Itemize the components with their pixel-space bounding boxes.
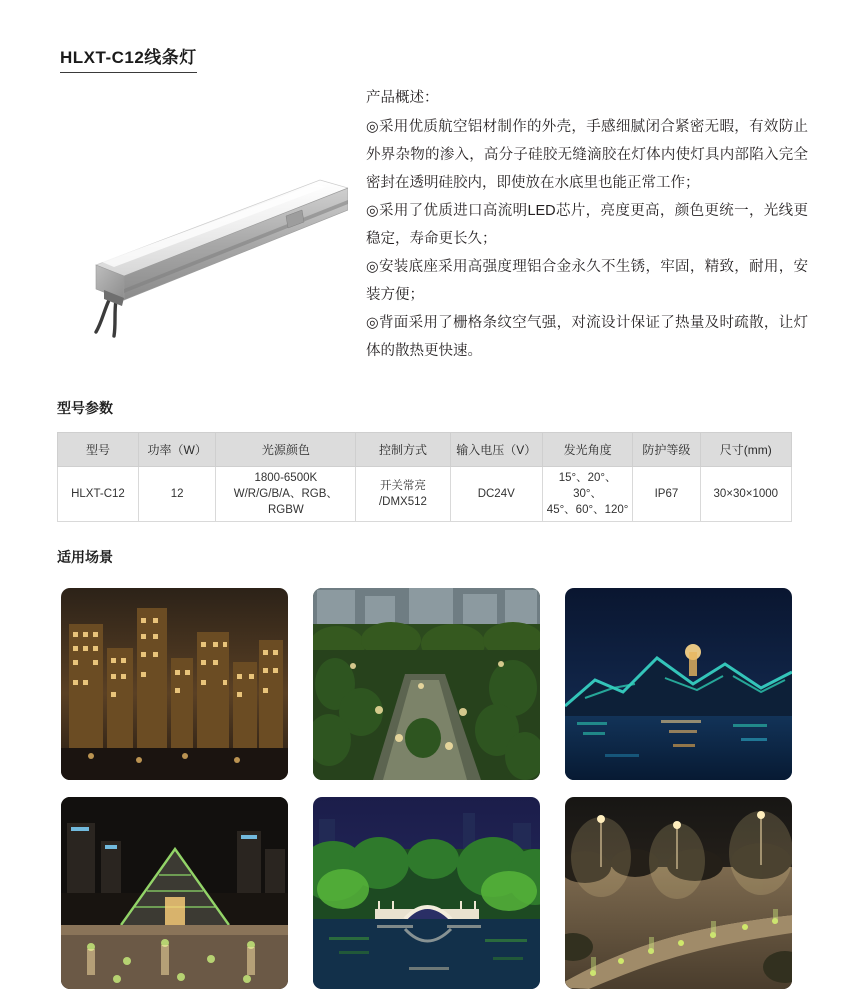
cell-control-mode — [356, 467, 450, 522]
th-model: 型号 — [58, 433, 139, 467]
gallery-image-city-square-night — [61, 797, 288, 989]
section-title-parameters: 型号参数 — [57, 400, 113, 416]
th-light-color: 光源颜色 — [216, 433, 356, 467]
th-input-voltage: 输入电压（V） — [450, 433, 542, 467]
scene-gallery — [61, 588, 792, 989]
product-image — [58, 150, 348, 340]
th-size: 尺寸(mm) — [700, 433, 792, 467]
table-row — [58, 467, 792, 522]
cell-size: 30×30×1000 — [700, 467, 792, 522]
gallery-image-park-walkway-lighting — [565, 797, 792, 989]
cell-beam-angle — [542, 467, 633, 522]
cell-voltage: DC24V — [450, 467, 542, 522]
cell-control-line2: /DMX512 — [378, 496, 427, 508]
specification-table — [57, 432, 792, 522]
product-description — [366, 84, 808, 365]
page-title: HLXT-C12线条灯 — [60, 43, 197, 73]
th-control-mode: 控制方式 — [356, 433, 450, 467]
gallery-image-garden-landscape-lighting — [313, 588, 540, 780]
gallery-image-residential-buildings-night — [61, 588, 288, 780]
table-header-row — [58, 433, 792, 467]
cell-beam-line1: 15°、20°、30°、 — [558, 472, 617, 500]
cell-light-color-line1: 1800-6500K — [254, 472, 318, 484]
cell-beam-line2: 45°、60°、120° — [546, 504, 629, 516]
cell-light-color-line2: W/R/G/B/A、RGB、RGBW — [233, 488, 338, 516]
gallery-image-mountain-bridge-blue-lighting — [565, 588, 792, 780]
description-heading: 产品概述： — [366, 90, 439, 106]
description-item-4: ◎背面采用了栅格条纹空气强，对流设计保证了热量及时疏散，让灯体的散热更快速。 — [366, 315, 808, 359]
description-item-3: ◎安装底座采用高强度理铝合金永久不生锈，牢固，精致，耐用，安装方便； — [366, 259, 808, 303]
cell-power: 12 — [138, 467, 215, 522]
cell-ip-rating: IP67 — [633, 467, 700, 522]
th-power: 功率（W） — [138, 433, 215, 467]
section-title-scenes: 适用场景 — [57, 549, 113, 565]
cell-control-line1: 开关常亮 — [379, 480, 426, 492]
gallery-image-lake-bridge-green-lighting — [313, 797, 540, 989]
description-item-1: ◎采用优质航空铝材制作的外壳，手感细腻闭合紧密无暇，有效防止外界杂物的渗入，高分子硅胶无缝滴胶在灯体内使灯具内部陷入完全密封在透明硅胶内，即使放在水底里也能正常工作； — [366, 119, 808, 191]
cell-light-color — [216, 467, 356, 522]
description-item-2: ◎采用了优质进口高流明LED芯片，亮度更高，颜色更统一，光线更稳定，寿命更长久； — [366, 203, 808, 247]
cell-model: HLXT-C12 — [58, 467, 139, 522]
th-ip-rating: 防护等级 — [633, 433, 700, 467]
th-beam-angle: 发光角度 — [542, 433, 633, 467]
